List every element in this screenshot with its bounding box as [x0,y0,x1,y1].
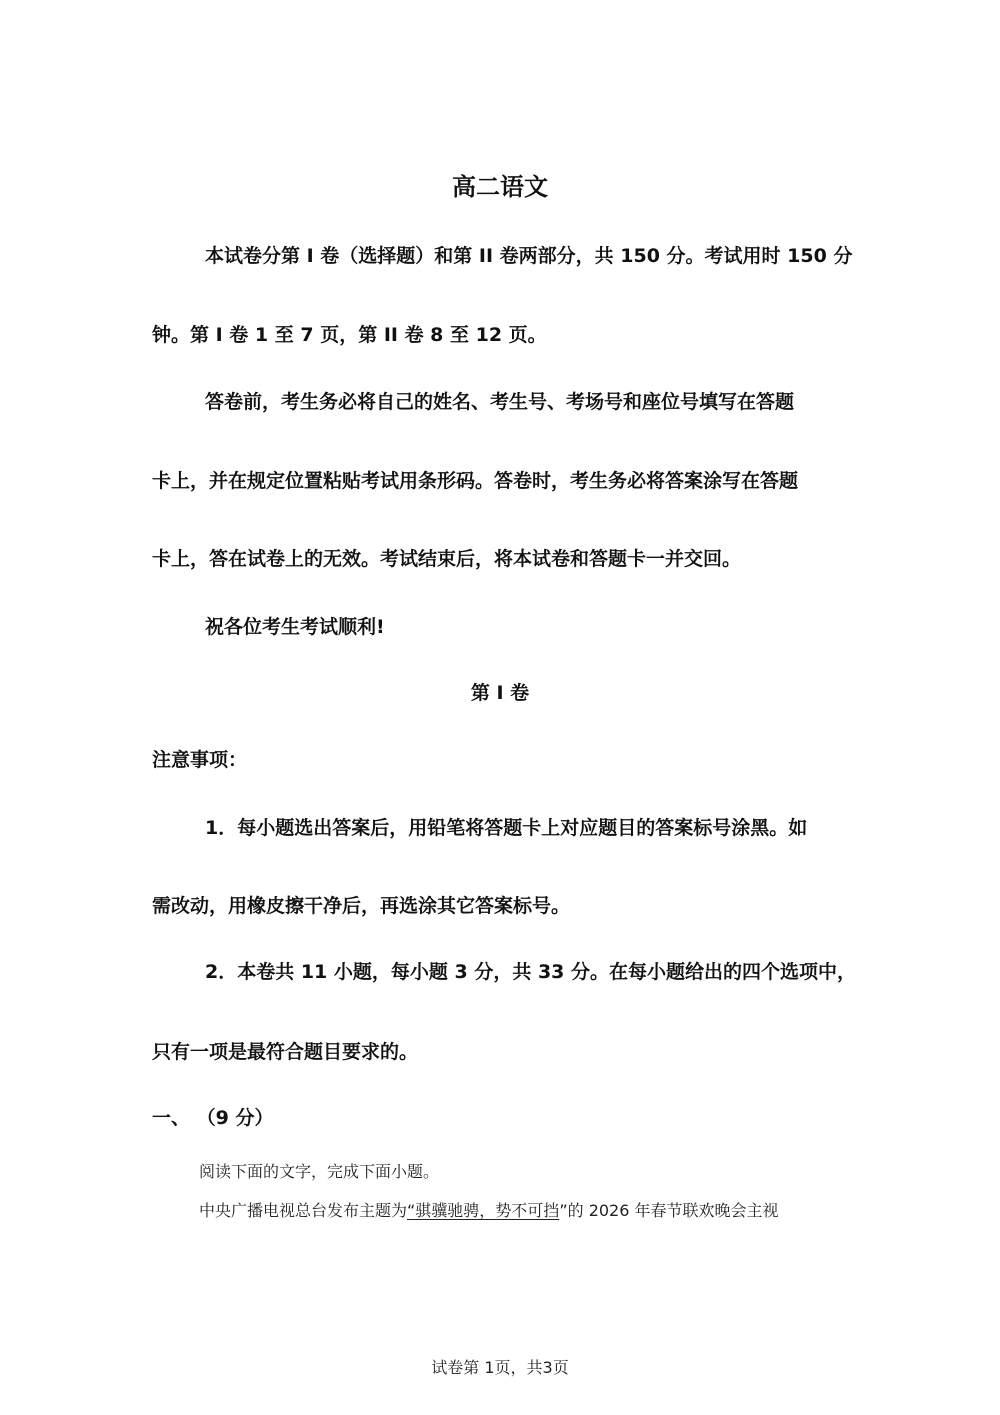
note-2-line-2: 只有一项是最符合题目要求的。 [152,1041,419,1063]
intro-line-1: 本试卷分第 I 卷（选择题）和第 II 卷两部分，共 150 分。考试用时 150 分 [205,245,853,267]
note-1-line-2: 需改动，用橡皮擦干净后，再选涂其它答案标号。 [152,895,571,917]
notes-heading: 注意事项： [152,749,248,771]
passage-text-after: ”的 2026 年春节联欢晚会主视 [559,1201,779,1220]
passage-line [199,1199,899,1223]
passage-text-before: 中央广播电视总台发布主题为 [199,1201,408,1220]
instructions-line-1: 答卷前，考生务必将自己的姓名、考生号、考场号和座位号填写在答题 [205,391,795,413]
passage-underlined-phrase: “骐骥驰骋，势不可挡 [407,1201,560,1220]
note-2-line-1: 2．本卷共 11 小题，每小题 3 分，共 33 分。在每小题给出的四个选项中， [205,961,857,983]
instructions-line-2: 卡上，并在规定位置粘贴考试用条形码。答卷时，考生务必将答案涂写在答题 [152,470,799,492]
intro-line-2: 钟。第 I 卷 1 至 7 页，第 II 卷 8 至 12 页。 [152,324,547,346]
page-title: 高二语文 [452,173,548,201]
reading-prompt: 阅读下面的文字，完成下面小题。 [199,1162,440,1181]
note-1-line-1: 1．每小题选出答案后，用铅笔将答题卡上对应题目的答案标号涂黑。如 [205,817,808,839]
wish-text: 祝各位考生考试顺利! [205,616,385,638]
section-heading: 第 I 卷 [470,682,530,704]
part-one-heading: 一、 （9 分） [152,1107,274,1129]
page-footer: 试卷第 1页，共3页 [431,1358,569,1377]
instructions-line-3: 卡上，答在试卷上的无效。考试结束后，将本试卷和答题卡一并交回。 [152,548,742,570]
